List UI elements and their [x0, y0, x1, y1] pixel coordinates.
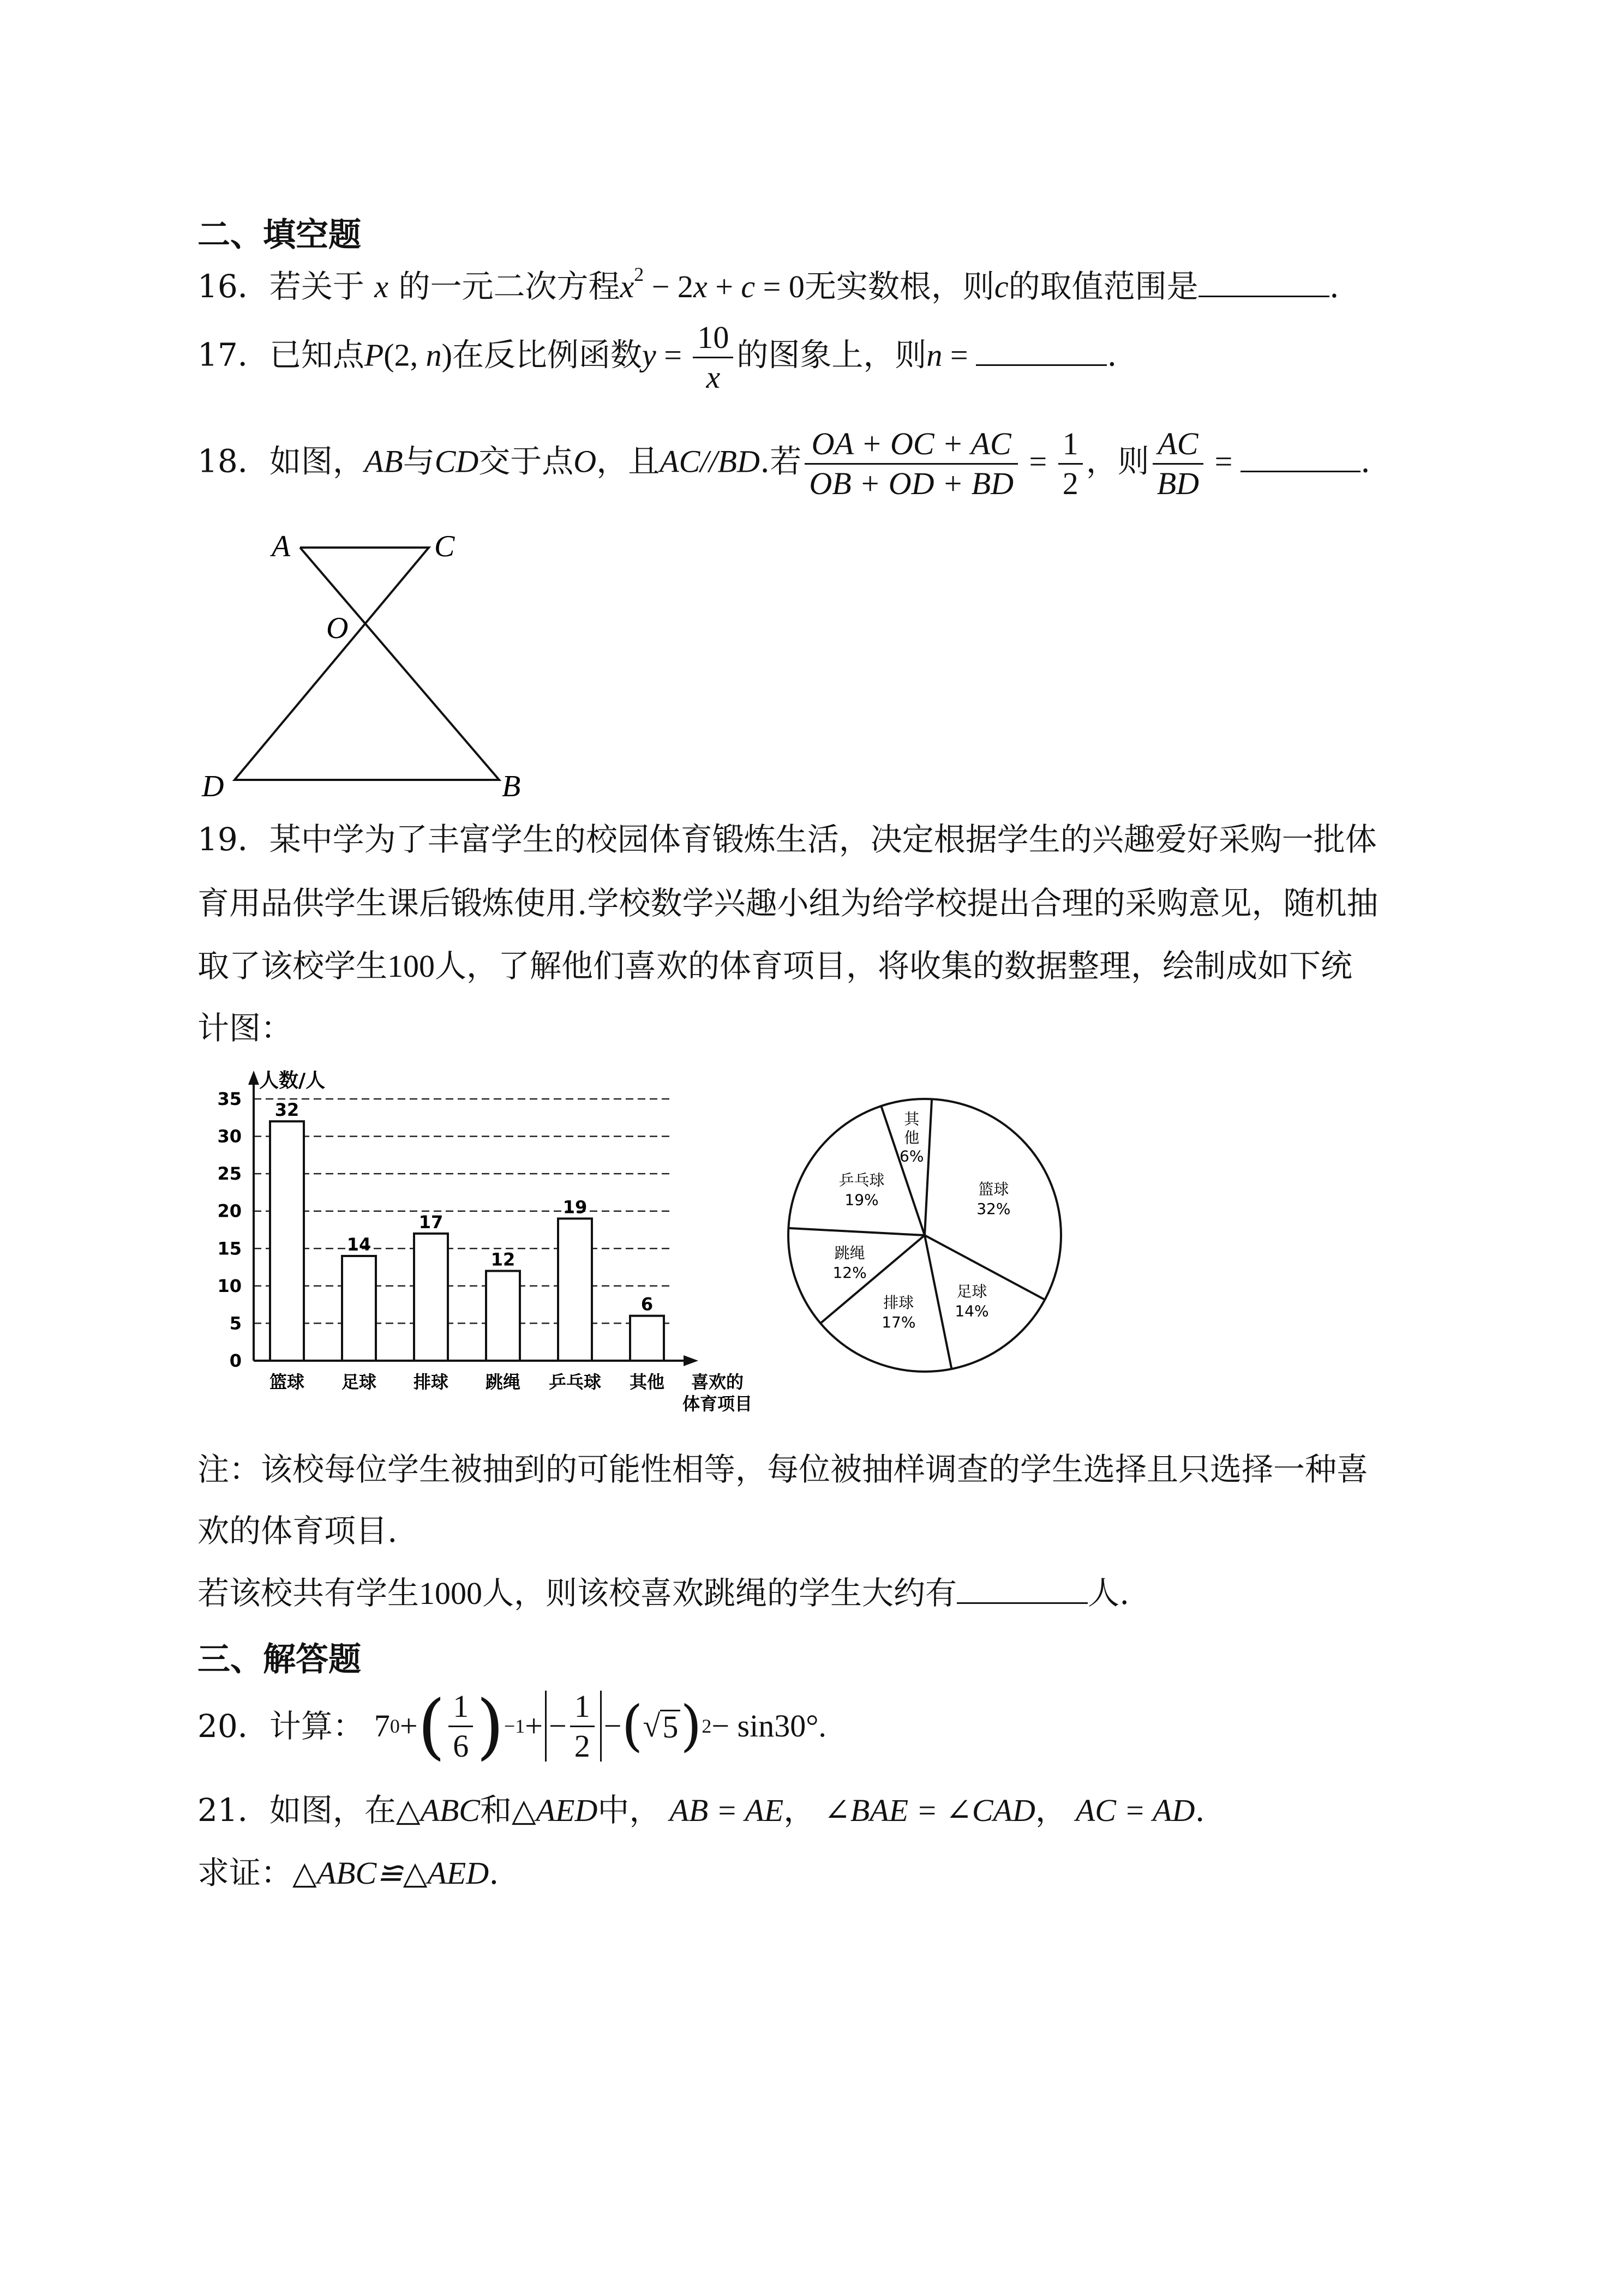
bar-chart-x-label-line2: 体育项目: [682, 1393, 753, 1414]
q19-note-line-2: 欢的体育项目.: [197, 1512, 398, 1549]
answer-blank[interactable]: [1198, 268, 1329, 297]
q20-frac1-num: 1: [448, 1691, 473, 1727]
q19-line-1: 19．某中学为了丰富学生的校园体育锻炼生活，决定根据学生的兴趣爱好采购一批体: [197, 821, 1377, 858]
q18-text-4: ，且: [596, 442, 660, 480]
abs-bar-left-icon: [545, 1691, 547, 1762]
q16-eq-c: +: [707, 269, 741, 304]
q16-text-3: 无实数根，则: [804, 268, 994, 305]
pie-slice-percent: 17%: [882, 1313, 916, 1331]
q19-question: [197, 1574, 1130, 1612]
q21-condition-2: ∠BAE = ∠CAD: [824, 1793, 1035, 1828]
question-number: 18．: [197, 442, 269, 480]
figure-18-geometry: [191, 524, 540, 807]
q20-fraction-1: [448, 1688, 473, 1764]
q21-sep-1: ，: [783, 1792, 816, 1829]
abs-bar-right-icon: [600, 1691, 602, 1762]
q21-end: .: [1195, 1792, 1205, 1829]
answer-blank[interactable]: [1241, 443, 1361, 472]
q19-line3-a: 取了该校学生: [197, 947, 388, 984]
pie-slice-label: 其: [904, 1110, 920, 1128]
q17-var-n: n: [926, 337, 943, 373]
q18-cd: CD: [434, 443, 479, 479]
label-b: B: [502, 770, 521, 803]
right-paren-icon: ): [476, 1685, 504, 1768]
q18-frac1-den: OB + OD + BD: [809, 466, 1014, 501]
bar-chart-category-labels: [269, 1372, 664, 1392]
bar-category-label: 排球: [413, 1372, 449, 1392]
q20-text-1: 计算：: [269, 1708, 364, 1745]
q17-point-n: n: [426, 337, 442, 373]
pie-slice-percent: 14%: [955, 1302, 989, 1320]
left-paren-icon: (: [417, 1685, 446, 1768]
q21-text-2: 和: [480, 1792, 512, 1829]
pie-slice-label: 篮球: [978, 1180, 1009, 1198]
q20-exp-neg1: −1: [504, 1715, 525, 1737]
question-21: [197, 1792, 1205, 1829]
q20-frac2-num: 1: [570, 1691, 595, 1727]
bar-category-label: 其他: [629, 1372, 665, 1392]
pie-slice-label: 他: [904, 1128, 920, 1147]
bar-chart: [194, 1066, 783, 1426]
q18-frac1-num: OA + OC + AC: [805, 428, 1018, 465]
q16-eq-exp: 2: [634, 263, 644, 285]
bar: [558, 1218, 592, 1361]
y-tick-label: 20: [217, 1200, 242, 1222]
q18-fraction-3: [1153, 428, 1203, 500]
question-16: [197, 265, 1339, 303]
q19-ask-b: 人，则该校喜欢跳绳的学生大约有: [482, 1574, 957, 1612]
q18-parallel: AC//BD: [660, 443, 760, 479]
pie-slice-label: 排球: [883, 1293, 914, 1312]
bar: [270, 1121, 304, 1361]
q17-text-1: 已知点: [269, 336, 364, 374]
label-c: C: [434, 530, 455, 563]
answer-blank[interactable]: [957, 1575, 1088, 1604]
q19-total-students: 1000: [419, 1576, 483, 1611]
q17-fraction: [693, 322, 733, 393]
pie-slice-label: 乒乓球: [838, 1171, 885, 1189]
y-axis-arrow-icon: [248, 1071, 259, 1085]
q20-seven: 7: [374, 1708, 390, 1744]
q16-eq-bx: x: [693, 269, 708, 304]
question-number: 21．: [197, 1792, 269, 1829]
q17-point-args-b: ): [441, 337, 452, 373]
q21-prove: [197, 1854, 499, 1891]
pie-slice-percent: 19%: [844, 1191, 879, 1209]
q20-frac1-den: 6: [453, 1728, 469, 1764]
answer-blank[interactable]: [976, 337, 1107, 366]
q21-condition-1: AB = AE: [669, 1793, 784, 1828]
bar-chart-value-labels: [275, 1099, 653, 1315]
pie-slice-label: 跳绳: [834, 1244, 865, 1263]
pie-slice-label: 足球: [956, 1282, 987, 1301]
q21-prove-end: .: [489, 1854, 499, 1891]
pie-slice-percent: 6%: [900, 1147, 924, 1165]
pie-chart-slices: [788, 1099, 1061, 1372]
bar-chart-x-label-line1: 喜欢的: [691, 1372, 744, 1392]
q16-var-c: c: [994, 269, 1009, 304]
bar: [630, 1316, 664, 1361]
y-tick-label: 10: [217, 1275, 242, 1296]
q18-frac3-num: AC: [1153, 428, 1203, 465]
q18-frac3-den: BD: [1156, 466, 1200, 501]
q20-exp-zero: 0: [389, 1715, 400, 1737]
q21-prove-statement: △ABC≌△AED: [292, 1855, 489, 1891]
q16-eq-d: = 0: [755, 269, 805, 304]
pie-slice-percent: 32%: [976, 1199, 1011, 1218]
q18-fraction-1: [805, 428, 1018, 500]
question-number: 17．: [197, 336, 269, 374]
bar-value-label: 6: [640, 1294, 654, 1315]
q20-tail: − sin30°.: [711, 1708, 826, 1744]
q18-fraction-2: [1058, 428, 1083, 500]
pie-chart: [777, 1072, 1083, 1410]
y-tick-label: 25: [217, 1163, 242, 1185]
bar-value-label: 17: [418, 1211, 444, 1233]
bar-value-label: 14: [346, 1234, 371, 1255]
left-paren-icon: (: [621, 1694, 643, 1758]
q19-line-4: 计图：: [197, 1009, 293, 1047]
q18-end: .: [1360, 442, 1371, 480]
q19-line3-b: 人，了解他们喜欢的体育项目，将收集的数据整理，绘制成如下统: [435, 947, 1353, 984]
section-title-fill-in: 二、填空题: [197, 216, 361, 254]
section-title-solutions: 三、解答题: [197, 1640, 361, 1679]
q21-sep-2: ，: [1035, 1792, 1067, 1829]
bar-value-label: 32: [274, 1099, 299, 1121]
q18-frac2-num: 1: [1058, 428, 1083, 465]
bar-chart-y-label: 人数/人: [259, 1069, 326, 1092]
q17-text-3: 的图象上，则: [736, 336, 927, 374]
q20-minus: −: [603, 1708, 622, 1744]
q19-ask-end: 人.: [1088, 1574, 1130, 1612]
bar-chart-y-ticks: [217, 1089, 242, 1371]
q17-point-p: P: [364, 337, 384, 373]
q17-var-y: y: [642, 337, 656, 373]
q20-plus-2: +: [525, 1708, 543, 1744]
q17-equals-2: =: [942, 337, 976, 373]
q18-text-3: 交于点: [478, 442, 574, 480]
q18-text-1: 如图，: [269, 442, 364, 480]
q19-line-3: [197, 947, 1353, 984]
question-number: 20．: [197, 1708, 269, 1745]
q21-condition-3: AC = AD: [1075, 1793, 1195, 1828]
y-tick-label: 15: [217, 1238, 242, 1259]
figure-18-lines: [235, 548, 499, 780]
q20-exp-two: 2: [702, 1715, 712, 1737]
q16-text-4: 的取值范围是: [1008, 268, 1198, 305]
q19-line-2: 育用品供学生课后锻炼使用.学校数学兴趣小组为给学校提出合理的采购意见，随机抽: [197, 885, 1379, 922]
q16-eq-b: − 2: [644, 269, 693, 304]
q18-ab: AB: [364, 443, 403, 479]
q17-point-args-a: (2,: [383, 337, 426, 373]
bar-category-label: 乒乓球: [548, 1372, 602, 1392]
bar-value-label: 19: [562, 1197, 588, 1218]
q16-end: .: [1329, 268, 1340, 305]
q21-triangle-aed: △AED: [512, 1793, 598, 1828]
question-18: [197, 428, 1370, 500]
q17-end: .: [1107, 336, 1117, 374]
q16-var-x: x: [374, 269, 389, 304]
label-o: O: [326, 611, 349, 645]
q16-text-1: 若关于: [269, 268, 364, 305]
q18-equals: =: [1021, 443, 1055, 479]
q17-text-2: 在反比例函数: [452, 336, 642, 374]
bar: [342, 1256, 376, 1361]
q17-frac-num: 10: [693, 322, 733, 358]
question-17: [197, 322, 1117, 393]
q20-negative: −: [549, 1708, 567, 1744]
q18-o: O: [573, 443, 597, 479]
bar-value-label: 12: [490, 1249, 516, 1270]
y-tick-label: 35: [217, 1089, 242, 1109]
q16-text-2: 的一元二次方程: [398, 268, 620, 305]
y-tick-label: 5: [229, 1313, 242, 1334]
bar-chart-bars: [270, 1121, 664, 1361]
question-20: [197, 1685, 826, 1768]
q18-text-6: ，则: [1086, 442, 1149, 480]
q21-triangle-abc: △ABC: [395, 1793, 480, 1828]
q19-sample-size: 100: [387, 948, 435, 984]
q16-eq-x: x: [620, 269, 634, 304]
pie-slice-percent: 12%: [832, 1264, 867, 1282]
q18-text-2: 与: [403, 442, 435, 480]
x-axis-arrow-icon: [684, 1355, 698, 1366]
label-d: D: [202, 770, 224, 803]
q17-frac-den: x: [706, 359, 721, 395]
bar-category-label: 足球: [341, 1372, 377, 1392]
bar-category-label: 篮球: [269, 1372, 305, 1392]
q16-eq-cc: c: [741, 269, 756, 304]
bar: [486, 1271, 520, 1361]
q20-frac2-den: 2: [574, 1728, 590, 1764]
q19-note-line-1: 注：该校每位学生被抽到的可能性相等，每位被抽样调查的学生选择且只选择一种喜: [197, 1451, 1369, 1488]
y-tick-label: 0: [229, 1350, 242, 1371]
label-a: A: [272, 530, 291, 563]
right-paren-icon: ): [680, 1694, 702, 1758]
y-tick-label: 30: [217, 1126, 242, 1147]
q17-equals: =: [656, 337, 690, 373]
sqrt-icon: √: [643, 1708, 661, 1744]
bar-chart-grid: [254, 1099, 674, 1323]
q21-text-1: 如图，在: [269, 1792, 396, 1829]
q18-frac2-den: 2: [1062, 466, 1078, 501]
q20-sqrt-arg: 5: [660, 1710, 680, 1743]
q21-text-3: 中，: [597, 1792, 661, 1829]
bar-category-label: 跳绳: [485, 1372, 521, 1392]
q21-prove-label: 求证：: [197, 1854, 293, 1891]
q18-text-5: .若: [759, 442, 802, 480]
q19-ask-a: 若该校共有学生: [197, 1574, 420, 1612]
q20-plus-1: +: [399, 1708, 418, 1744]
bar: [414, 1234, 448, 1361]
q18-equals-2: =: [1207, 443, 1241, 479]
q20-fraction-2: [570, 1688, 595, 1764]
question-number: 16．: [197, 268, 269, 305]
